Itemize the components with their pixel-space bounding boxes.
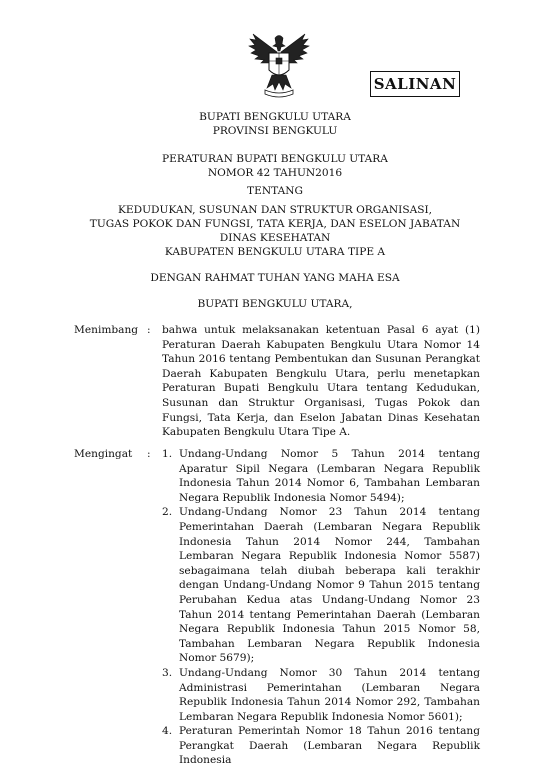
menimbang-label: Menimbang [74,324,139,336]
list-item [162,666,480,724]
list-item [162,505,480,666]
list-item-text: Undang-Undang Nomor 30 Tahun 2014 tentang Administrasi Pemerintahan (Lembaran Negara Republik Indonesia Tahun 2014 Nomor 292, Tambahan Lembaran Negara Republik Indonesia Nomor 5601); [179,666,480,723]
list-item [162,447,480,505]
list-item-number: 2. [162,506,173,519]
authority-line: BUPATI BENGKULU UTARA, [197,298,353,310]
list-item [162,724,480,768]
province-title: PROVINSI BENGKULU [212,125,338,137]
subject-line-3: DINAS KESEHATAN [219,232,331,244]
subject-line-2: TUGAS POKOK DAN FUNGSI, TATA KERJA, DAN ESELON JABATAN [89,218,461,230]
menimbang-text: bahwa untuk melaksanakan ketentuan Pasal 6 ayat (1) Peraturan Daerah Kabupaten Bengkulu Utara Nomor 14 Tahun 2016 tentang Pembentukan dan Susunan Perangkat Daerah Kabupaten Bengkulu Utara, perlu menetapkan Peraturan Bupati Bengkulu Utara tentang Kedudukan, Susunan dan Struktur Organisasi, Tugas Pokok dan Fungsi, Tata Kerja, dan Eselon Jabatan Dinas Kesehatan Kabupaten Bengkulu Utara Tipe A. [162,324,480,439]
list-item-number: 4. [162,725,173,738]
blessing-line: DENGAN RAHMAT TUHAN YANG MAHA ESA [150,272,400,284]
regulation-title: PERATURAN BUPATI BENGKULU UTARA [162,153,388,165]
mengingat-label: Mengingat [74,448,133,460]
list-item-text: Undang-Undang Nomor 5 Tahun 2014 tentang Aparatur Sipil Negara (Lembaran Negara Republik Indonesia Tahun 2014 Nomor 6, Tambahan Lembaran Negara Republik Indonesia Nomor 5494); [179,448,480,504]
list-item-number: 3. [162,666,173,679]
mengingat-list [162,447,480,768]
list-item-text: Peraturan Pemerintah Nomor 18 Tahun 2016 tentang Perangkat Daerah (Lembaran Negara Republik Indonesia [179,725,480,767]
salinan-stamp: SALINAN [370,71,460,97]
regent-title: BUPATI BENGKULU UTARA [199,111,351,123]
subject-line-4: KABUPATEN BENGKULU UTARA TIPE A [164,246,386,258]
list-item-text: Undang-Undang Nomor 23 Tahun 2014 tentang Pemerintahan Daerah (Lembaran Negara Republik Indonesia Tahun 2014 Nomor 244, Tambahan Lembaran Negara Republik Indonesia Nomor 5587) sebagaimana telah diubah beberapa kali terakhir dengan Undang-Undang Nomor 9 Tahun 2015 tentang Perubahan Kedua atas Undang-Undang Nomor 23 Tahun 2014 tentang Pemerintahan Daerah (Lembaran Negara Republik Indonesia Tahun 2015 Nomor 58, Tambahan Lembaran Negara Republik Indonesia Nomor 5679); [179,506,480,665]
regulation-number: NOMOR 42 TAHUN2016 [207,167,343,179]
mengingat-colon: : [147,448,151,460]
list-item-number: 1. [162,448,173,460]
garuda-emblem-icon [247,30,311,100]
menimbang-colon: : [147,324,151,336]
subject-line-1: KEDUDUKAN, SUSUNAN DAN STRUKTUR ORGANISASI, [117,204,433,216]
regulation-about: TENTANG [247,185,303,197]
